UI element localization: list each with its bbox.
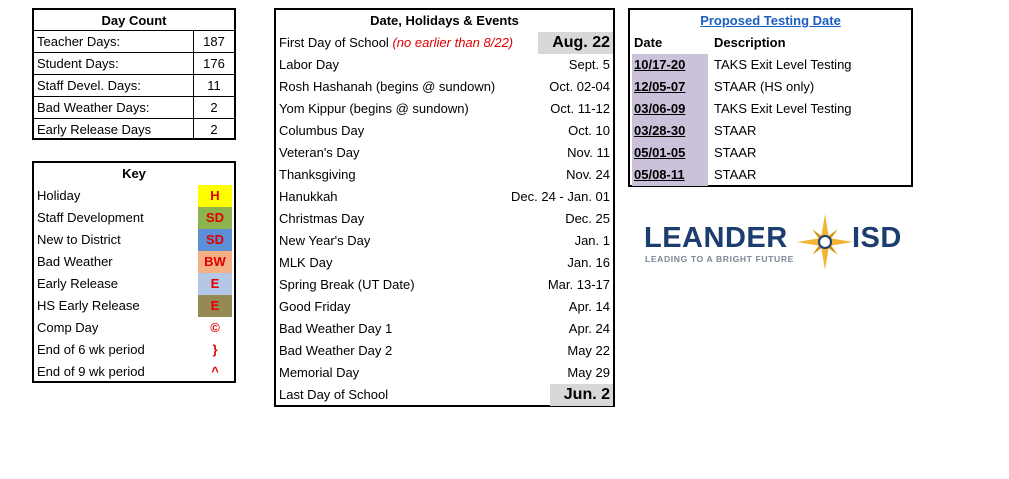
testing-date-header: Date <box>634 35 663 50</box>
day-count-row <box>34 97 234 119</box>
event-row <box>276 54 613 76</box>
day-count-row <box>34 31 234 53</box>
day-count-table <box>32 8 236 140</box>
event-name: New Year's Day <box>279 233 371 248</box>
key-item-swatch: ^ <box>211 364 219 379</box>
event-date: Apr. 14 <box>568 299 610 314</box>
key-item <box>34 317 234 339</box>
testing-row <box>630 98 911 120</box>
event-name: Yom Kippur (begins @ sundown) <box>279 101 469 116</box>
testing-date[interactable]: 12/05-07 <box>632 76 708 98</box>
day-count-value: 176 <box>194 53 235 75</box>
event-date: Aug. 22 <box>538 32 613 54</box>
event-row <box>276 208 613 230</box>
key-item-swatch: E <box>198 273 232 295</box>
event-date: Sept. 5 <box>568 57 610 72</box>
event-row <box>276 252 613 274</box>
key-item-label: Comp Day <box>37 320 99 335</box>
day-count-label: Staff Devel. Days: <box>34 75 194 97</box>
event-name: Veteran's Day <box>279 145 360 160</box>
event-name: Thanksgiving <box>279 167 356 182</box>
key-title: Key <box>122 166 146 181</box>
testing-description: TAKS Exit Level Testing <box>714 57 852 72</box>
key-item <box>34 229 234 251</box>
event-row <box>276 384 613 406</box>
event-row <box>276 32 613 54</box>
key-legend <box>32 161 236 383</box>
key-item-label: Bad Weather <box>37 254 113 269</box>
testing-row <box>630 164 911 186</box>
key-item-label: Staff Development <box>37 210 144 225</box>
testing-desc-header: Description <box>714 35 786 50</box>
event-row <box>276 274 613 296</box>
event-date: Oct. 11-12 <box>550 101 610 116</box>
key-item-swatch: E <box>198 295 232 317</box>
key-item <box>34 273 234 295</box>
event-name: Good Friday <box>279 299 351 314</box>
key-item-swatch: © <box>210 320 220 335</box>
event-row <box>276 142 613 164</box>
key-item <box>34 207 234 229</box>
event-date: Oct. 02-04 <box>549 79 610 94</box>
event-row <box>276 318 613 340</box>
event-name: Spring Break (UT Date) <box>279 277 415 292</box>
testing-description: TAKS Exit Level Testing <box>714 101 852 116</box>
testing-row <box>630 120 911 142</box>
day-count-label: Student Days: <box>34 53 194 75</box>
testing-description: STAAR <box>714 145 757 160</box>
testing-date[interactable]: 05/01-05 <box>632 142 708 164</box>
day-count-value: 2 <box>194 119 235 141</box>
event-date: Jan. 16 <box>567 255 610 270</box>
event-row <box>276 186 613 208</box>
testing-row <box>630 76 911 98</box>
event-row <box>276 76 613 98</box>
key-item-swatch: SD <box>198 207 232 229</box>
event-name: Columbus Day <box>279 123 365 138</box>
event-date: Mar. 13-17 <box>547 277 610 292</box>
key-item <box>34 295 234 317</box>
event-name: Bad Weather Day 1 <box>279 321 393 336</box>
event-date: Dec. 25 <box>565 211 610 226</box>
event-name: Last Day of School <box>279 387 389 402</box>
testing-description: STAAR <box>714 123 757 138</box>
event-date: Apr. 24 <box>568 321 610 336</box>
testing-date[interactable]: 03/28-30 <box>632 120 708 142</box>
key-item <box>34 185 234 207</box>
event-date: Jan. 1 <box>574 233 610 248</box>
event-date: Oct. 10 <box>568 123 610 138</box>
event-date: Nov. 24 <box>566 167 610 182</box>
testing-title[interactable]: Proposed Testing Date <box>700 13 841 28</box>
event-date: Nov. 11 <box>567 145 610 160</box>
day-count-value: 11 <box>194 75 235 97</box>
event-row <box>276 296 613 318</box>
event-row <box>276 120 613 142</box>
testing-row <box>630 54 911 76</box>
key-item-swatch: H <box>198 185 232 207</box>
key-item-label: Holiday <box>37 188 81 203</box>
event-name: Memorial Day <box>279 365 360 380</box>
day-count-title: Day Count <box>34 10 234 31</box>
testing-date[interactable]: 10/17-20 <box>632 54 708 76</box>
testing-description: STAAR <box>714 167 757 182</box>
day-count-row <box>34 75 234 97</box>
event-note: (no earlier than 8/22) <box>392 35 514 50</box>
dates-title: Date, Holidays & Events <box>370 13 519 28</box>
event-date: May 22 <box>567 343 610 358</box>
testing-date[interactable]: 05/08-11 <box>632 164 708 186</box>
testing-description: STAAR (HS only) <box>714 79 815 94</box>
event-name: Christmas Day <box>279 211 365 226</box>
day-count-row <box>34 119 234 141</box>
logo-tagline: LEADING TO A BRIGHT FUTURE <box>645 254 794 264</box>
key-item-swatch: } <box>212 342 218 357</box>
event-row <box>276 230 613 252</box>
key-item <box>34 361 234 383</box>
key-item-label: HS Early Release <box>37 298 140 313</box>
testing-header-row <box>630 32 911 54</box>
event-row <box>276 340 613 362</box>
key-item <box>34 339 234 361</box>
key-item-swatch: BW <box>198 251 232 273</box>
key-item-swatch: SD <box>198 229 232 251</box>
logo-word-leander: LEANDER <box>644 222 788 254</box>
event-date: Jun. 2 <box>550 384 613 406</box>
leander-isd-logo <box>644 214 906 274</box>
day-count-label: Early Release Days <box>37 122 152 137</box>
logo-word-isd: ISD <box>852 222 902 254</box>
event-name: MLK Day <box>279 255 333 270</box>
event-name: First Day of School <box>279 35 389 50</box>
event-date: May 29 <box>567 365 610 380</box>
key-item-label: Early Release <box>37 276 118 291</box>
day-count-value: 187 <box>194 31 235 53</box>
testing-date[interactable]: 03/06-09 <box>632 98 708 120</box>
key-item <box>34 251 234 273</box>
proposed-testing-table <box>628 8 913 187</box>
testing-row <box>630 142 911 164</box>
event-name: Hanukkah <box>279 189 338 204</box>
key-item-label: End of 6 wk period <box>37 342 145 357</box>
day-count-value: 2 <box>194 97 235 119</box>
key-item-label: End of 9 wk period <box>37 364 145 379</box>
event-name: Labor Day <box>279 57 339 72</box>
event-name: Rosh Hashanah (begins @ sundown) <box>279 79 496 94</box>
event-row <box>276 164 613 186</box>
day-count-row <box>34 53 234 75</box>
event-name: Bad Weather Day 2 <box>279 343 393 358</box>
compass-star-icon <box>797 214 853 270</box>
key-item-label: New to District <box>37 232 121 247</box>
event-row <box>276 98 613 120</box>
event-date: Dec. 24 - Jan. 01 <box>511 189 610 204</box>
day-count-label: Bad Weather Days: <box>34 97 194 119</box>
dates-holidays-events-table <box>274 8 615 407</box>
day-count-label: Teacher Days: <box>34 31 194 53</box>
event-row <box>276 362 613 384</box>
